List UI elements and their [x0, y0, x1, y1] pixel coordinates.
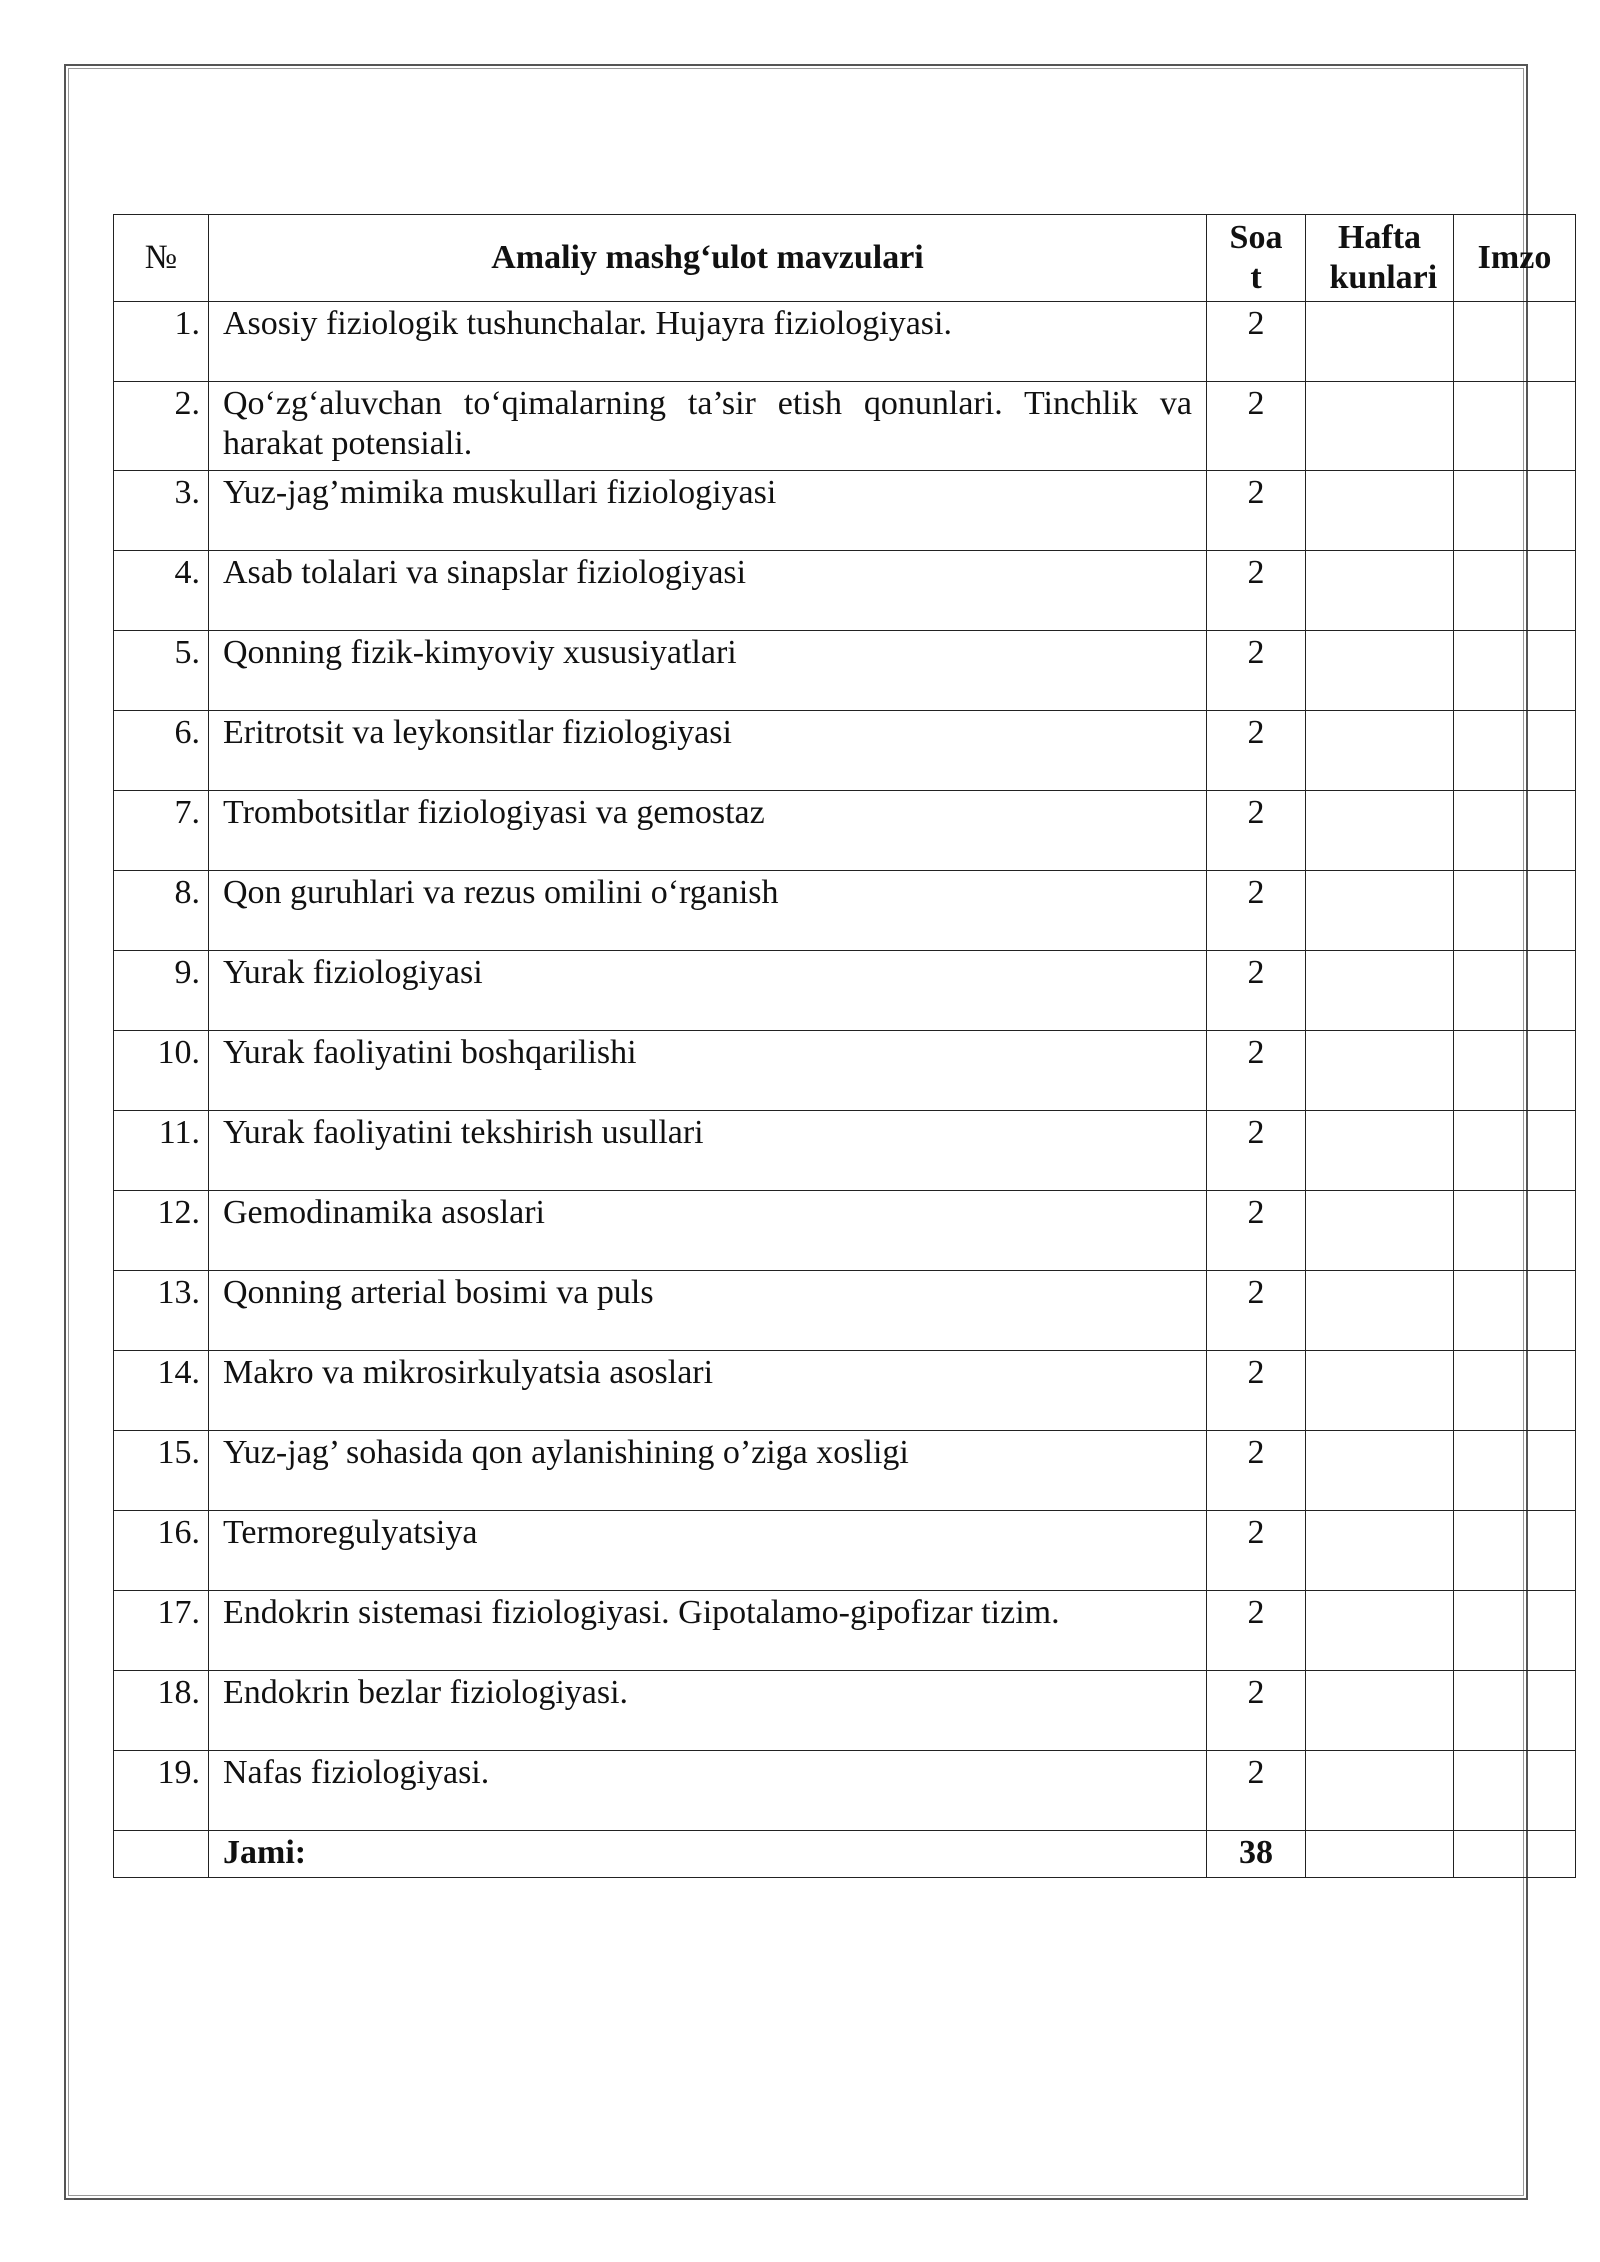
row-number: 9.: [114, 951, 209, 1031]
row-topic: Asosiy fiziologik tushunchalar. Hujayra fiziologiyasi.: [209, 302, 1207, 382]
total-label: Jami:: [209, 1831, 1207, 1878]
row-number: 15.: [114, 1431, 209, 1511]
row-week-cell: [1306, 951, 1454, 1031]
row-topic: Qonning fizik-kimyoviy xususiyatlari: [209, 631, 1207, 711]
table-header-row: [114, 215, 1576, 302]
total-week-cell: [1306, 1831, 1454, 1878]
row-hours: 2: [1207, 1351, 1306, 1431]
row-signature-cell: [1454, 1351, 1576, 1431]
row-hours: 2: [1207, 631, 1306, 711]
row-hours: 2: [1207, 1191, 1306, 1271]
row-week-cell: [1306, 1591, 1454, 1671]
row-signature-cell: [1454, 1671, 1576, 1751]
row-topic: Yurak fiziologiyasi: [209, 951, 1207, 1031]
row-signature-cell: [1454, 302, 1576, 382]
row-week-cell: [1306, 791, 1454, 871]
row-signature-cell: [1454, 951, 1576, 1031]
row-hours: 2: [1207, 1751, 1306, 1831]
table-row: [114, 871, 1576, 951]
row-signature-cell: [1454, 1031, 1576, 1111]
row-hours: 2: [1207, 711, 1306, 791]
row-topic: Gemodinamika asoslari: [209, 1191, 1207, 1271]
total-signature-cell: [1454, 1831, 1576, 1878]
total-row: [114, 1831, 1576, 1878]
row-week-cell: [1306, 1031, 1454, 1111]
row-topic: Yuz-jag’mimika muskullari fiziologiyasi: [209, 471, 1207, 551]
row-signature-cell: [1454, 1591, 1576, 1671]
header-signature: Imzo: [1454, 215, 1576, 302]
row-hours: 2: [1207, 1591, 1306, 1671]
row-week-cell: [1306, 871, 1454, 951]
row-week-cell: [1306, 1751, 1454, 1831]
row-hours: 2: [1207, 551, 1306, 631]
row-week-cell: [1306, 302, 1454, 382]
table-row: [114, 1191, 1576, 1271]
row-hours: 2: [1207, 1271, 1306, 1351]
row-number: 7.: [114, 791, 209, 871]
row-topic: Yuz-jag’ sohasida qon aylanishining o’ziga xosligi: [209, 1431, 1207, 1511]
table-row: [114, 1751, 1576, 1831]
table-body: [114, 302, 1576, 1831]
row-week-cell: [1306, 1351, 1454, 1431]
header-topic: Amaliy mashg‘ulot mavzulari: [209, 215, 1207, 302]
row-number: 13.: [114, 1271, 209, 1351]
table-row: [114, 1431, 1576, 1511]
row-number: 11.: [114, 1111, 209, 1191]
table-row: [114, 471, 1576, 551]
row-hours: 2: [1207, 951, 1306, 1031]
row-topic: Yurak faoliyatini tekshirish usullari: [209, 1111, 1207, 1191]
header-hours-label: Soa t: [1229, 219, 1283, 296]
table-row: [114, 1271, 1576, 1351]
row-signature-cell: [1454, 1271, 1576, 1351]
row-number: 6.: [114, 711, 209, 791]
row-number: 3.: [114, 471, 209, 551]
row-signature-cell: [1454, 1191, 1576, 1271]
header-week-label: Hafta kunlari: [1329, 219, 1438, 296]
row-week-cell: [1306, 1191, 1454, 1271]
table-row: [114, 302, 1576, 382]
table-row: [114, 1591, 1576, 1671]
table-row: [114, 1671, 1576, 1751]
row-topic: Qon guruhlari va rezus omilini o‘rganish: [209, 871, 1207, 951]
row-topic: Trombotsitlar fiziologiyasi va gemostaz: [209, 791, 1207, 871]
practical-topics-table: [113, 214, 1576, 1878]
table-row: [114, 711, 1576, 791]
table-row: [114, 951, 1576, 1031]
row-week-cell: [1306, 1511, 1454, 1591]
row-signature-cell: [1454, 1751, 1576, 1831]
row-week-cell: [1306, 1271, 1454, 1351]
row-number: 18.: [114, 1671, 209, 1751]
table-row: [114, 1031, 1576, 1111]
row-topic: Asab tolalari va sinapslar fiziologiyasi: [209, 551, 1207, 631]
table-row: [114, 791, 1576, 871]
row-week-cell: [1306, 382, 1454, 471]
row-signature-cell: [1454, 631, 1576, 711]
table-row: [114, 551, 1576, 631]
row-signature-cell: [1454, 551, 1576, 631]
row-hours: 2: [1207, 1511, 1306, 1591]
table-row: [114, 1351, 1576, 1431]
row-signature-cell: [1454, 1111, 1576, 1191]
row-week-cell: [1306, 1431, 1454, 1511]
row-topic: Endokrin bezlar fiziologiyasi.: [209, 1671, 1207, 1751]
row-number: 4.: [114, 551, 209, 631]
row-number: 14.: [114, 1351, 209, 1431]
row-week-cell: [1306, 551, 1454, 631]
row-hours: 2: [1207, 1031, 1306, 1111]
row-number: 5.: [114, 631, 209, 711]
table-row: [114, 1511, 1576, 1591]
row-number: 8.: [114, 871, 209, 951]
row-signature-cell: [1454, 871, 1576, 951]
row-topic: Makro va mikrosirkulyatsia asoslari: [209, 1351, 1207, 1431]
row-number: 2.: [114, 382, 209, 471]
row-signature-cell: [1454, 1511, 1576, 1591]
row-signature-cell: [1454, 791, 1576, 871]
row-signature-cell: [1454, 382, 1576, 471]
table-row: [114, 1111, 1576, 1191]
row-week-cell: [1306, 631, 1454, 711]
row-week-cell: [1306, 471, 1454, 551]
row-topic: Termoregulyatsiya: [209, 1511, 1207, 1591]
total-hours: 38: [1207, 1831, 1306, 1878]
row-number: 16.: [114, 1511, 209, 1591]
row-hours: 2: [1207, 871, 1306, 951]
row-signature-cell: [1454, 471, 1576, 551]
header-number: №: [114, 215, 209, 302]
row-number: 1.: [114, 302, 209, 382]
row-number: 12.: [114, 1191, 209, 1271]
row-hours: 2: [1207, 1671, 1306, 1751]
header-week: [1306, 215, 1454, 302]
row-hours: 2: [1207, 1431, 1306, 1511]
row-topic: Eritrotsit va leykonsitlar fiziologiyasi: [209, 711, 1207, 791]
row-signature-cell: [1454, 711, 1576, 791]
row-number: 17.: [114, 1591, 209, 1671]
header-hours: [1207, 215, 1306, 302]
row-hours: 2: [1207, 302, 1306, 382]
row-topic: Qonning arterial bosimi va puls: [209, 1271, 1207, 1351]
row-topic: Yurak faoliyatini boshqarilishi: [209, 1031, 1207, 1111]
row-topic: Qo‘zg‘aluvchan to‘qimalarning ta’sir etish qonunlari. Tinchlik va harakat potensiali.: [209, 382, 1207, 471]
table-row: [114, 631, 1576, 711]
total-number-cell: [114, 1831, 209, 1878]
row-signature-cell: [1454, 1431, 1576, 1511]
table-row: [114, 382, 1576, 471]
row-week-cell: [1306, 1671, 1454, 1751]
row-topic: Nafas fiziologiyasi.: [209, 1751, 1207, 1831]
row-number: 10.: [114, 1031, 209, 1111]
row-topic: Endokrin sistemasi fiziologiyasi. Gipotalamo-gipofizar tizim.: [209, 1591, 1207, 1671]
row-week-cell: [1306, 711, 1454, 791]
row-hours: 2: [1207, 382, 1306, 471]
row-hours: 2: [1207, 1111, 1306, 1191]
row-hours: 2: [1207, 791, 1306, 871]
row-number: 19.: [114, 1751, 209, 1831]
row-hours: 2: [1207, 471, 1306, 551]
row-week-cell: [1306, 1111, 1454, 1191]
